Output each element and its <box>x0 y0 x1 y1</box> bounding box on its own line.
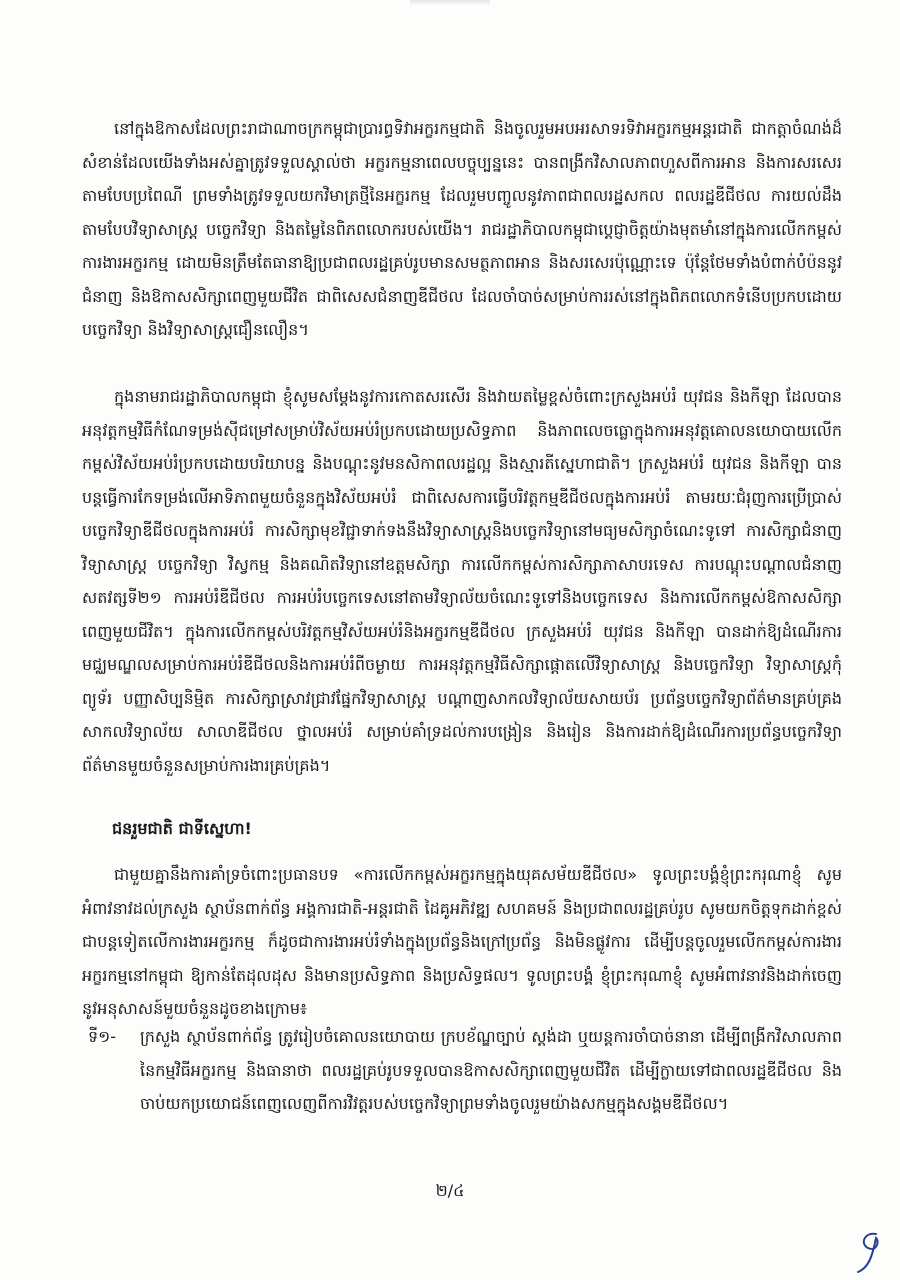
initial-signature-icon <box>850 1228 890 1276</box>
recommendation-1-text: ក្រសួង ស្ថាប័នពាក់ព័ន្ធ ត្រូវរៀបចំគោលនយោបាយ ក្របខ័ណ្ឌច្បាប់ ស្តង់ដា ឬយន្តការចាំបាច់នានា ដើម្បីពង្រីកវិសាលភាពនៃកម្មវិធីអក្ខរកម្ម និងធានាថា ពលរដ្ឋគ្រប់រូបទទួលបានឱកាសសិក្សាពេញមួយជីវិត ដើម្បីក្លាយទៅជាពលរដ្ឋឌីជីថល និងចាប់យកប្រយោជន៍ពេញលេញពីការវិវត្តរបស់បច្ចេកវិទ្យាព្រមទាំងចូលរួមយ៉ាងសកម្មក្នុងសង្គមឌីជីថល។ <box>140 1027 842 1113</box>
paragraph-2-text: ក្នុងនាមរាជរដ្ឋាភិបាលកម្ពុជា ខ្ញុំសូមសម្តែងនូវការកោតសរសើរ និងវាយតម្លៃខ្ពស់ចំពោះក្រសួងអប់រំ យុវជន និងកីឡា ដែលបានអនុវត្តកម្មវិធីកំណែទម្រង់ស៊ីជម្រៅសម្រាប់វិស័យអប់រំប្រកបដោយប្រសិទ្ធភាព និងភាពលេចធ្លោក្នុងការអនុវត្តគោលនយោបាយលើកកម្ពស់វិស័យអប់រំប្រកបដោយបរិយាបន្ន និងបណ្តុះនូវមនសិកាពលរដ្ឋល្អ និងស្មារតីស្នេហាជាតិ។ ក្រសួងអប់រំ យុវជន និងកីឡា បានបន្តធ្វើការកែទម្រង់លើអាទិភាពមួយចំនួនក្នុងវិស័យអប់រំ ជាពិសេសការធ្វើបរិវត្តកម្មឌីជីថលក្នុងការអប់រំ តាមរយៈជំរុញការប្រើប្រាស់បច្ចេកវិទ្យាឌីជីថលក្នុងការអប់រំ ការសិក្សាមុខវិជ្ជាទាក់ទងនឹងវិទ្យាសាស្ត្រនិងបច្ចេកវិទ្យានៅមធ្យមសិក្សាចំណេះទូទៅ ការសិក្សាជំនាញវិទ្យាសាស្ត្រ បច្ចេកវិទ្យា វិស្វកម្ម និងគណិតវិទ្យានៅឧត្តមសិក្សា ការលើកកម្ពស់ការសិក្សាភាសាបរទេស ការបណ្តុះបណ្តាលជំនាញសតវត្សទី២១ ការអប់រំឌីជីថល ការអប់រំបច្ចេកទេសនៅតាមវិទ្យាល័យចំណេះទូទៅនិងបច្ចេកទេស និងការលើកកម្ពស់ឱកាសសិក្សាពេញមួយជីវិត។ ក្នុងការលើកកម្ពស់បរិវត្តកម្មវិស័យអប់រំនិងអក្ខរកម្មឌីជីថល ក្រសួងអប់រំ យុវជន និងកីឡា បានដាក់ឱ្យដំណើរការមជ្ឈមណ្ឌលសម្រាប់ការអប់រំឌីជីថលនិងការអប់រំពីចម្ងាយ ការអនុវត្តកម្មវិធីសិក្សាផ្តោតលើវិទ្យាសាស្ត្រ និងបច្ចេកវិទ្យា វិទ្យាសាស្ត្រកុំព្យូទ័រ បញ្ញាសិប្បនិម្មិត ការសិក្សាស្រាវជ្រាវផ្នែកវិទ្យាសាស្ត្រ បណ្តាញសាកលវិទ្យាល័យសាយប័រ ប្រព័ន្ធបច្ចេកវិទ្យាព័ត៌មានគ្រប់គ្រងសាកលវិទ្យាល័យ សាលាឌីជីថល ថ្នាលអប់រំ សម្រាប់គាំទ្រដល់ការបង្រៀន និងរៀន និងការដាក់ឱ្យដំណើរការប្រព័ន្ធបច្ចេកវិទ្យាព័ត៌មានមួយចំនួនសម្រាប់ការងារគ្រប់គ្រង។ <box>82 387 842 775</box>
salutation: ជនរួមជាតិ ជាទីស្នេហា! <box>112 819 252 838</box>
recommendation-1-number: ទី១- <box>88 1027 117 1046</box>
scan-edge-shadow <box>410 0 490 6</box>
paragraph-3-text: ជាមួយគ្នានឹងការគាំទ្រចំពោះប្រធានបទ «ការលើកកម្ពស់អក្ខរកម្មក្នុងយុគសម័យឌីជីថល» ទូលព្រះបង្គំខ្ញុំព្រះករុណាខ្ញុំ សូមអំពាវនាវដល់ក្រសួង ស្ថាប័នពាក់ព័ន្ធ អង្គការជាតិ-អន្តរជាតិ ដៃគូអភិវឌ្ឍ សហគមន៍ និងប្រជាពលរដ្ឋគ្រប់រូប សូមយកចិត្តទុកដាក់ខ្ពស់ជាបន្តទៀតលើការងារអក្ខរកម្ម ក៏ដូចជាការងារអប់រំទាំងក្នុងប្រព័ន្ធនិងក្រៅប្រព័ន្ធ និងមិនផ្លូវការ ដើម្បីបន្តចូលរួមលើកកម្ពស់ការងារអក្ខរកម្មនៅកម្ពុជា ឱ្យកាន់តែដុលដុស និងមានប្រសិទ្ធភាព និងប្រសិទ្ធផល។ ទូលព្រះបង្គំ ខ្ញុំព្រះករុណាខ្ញុំ សូមអំពាវនាវនិងដាក់ចេញនូវអនុសាសន៍មួយចំនួនដូចខាងក្រោម៖ <box>82 865 842 1018</box>
page-number: ២/៤ <box>435 1181 465 1200</box>
paragraph-3 <box>82 858 842 1026</box>
paragraph-1 <box>82 112 842 347</box>
paragraph-2 <box>82 380 842 782</box>
paragraph-1-text: នៅក្នុងឱកាសដែលព្រះរាជាណាចក្រកម្ពុជាប្រារព្ធទិវាអក្ខរកម្មជាតិ និងចូលរួមអបអរសាទរទិវាអក្ខរកម្មអន្តរជាតិ ជាកត្តាចំណង់ដ៏សំខាន់ដែលយើងទាំងអស់គ្នាត្រូវទទួលស្គាល់ថា អក្ខរកម្មនាពេលបច្ចុប្បន្ននេះ បានពង្រីកវិសាលភាពហួសពីការអាន និងការសរសេរតាមបែបប្រពៃណី ព្រមទាំងត្រូវទទួលយកវិមាត្រថ្មីនៃអក្ខរកម្ម ដែលរួមបញ្ចូលនូវភាពជាពលរដ្ឋសកល ពលរដ្ឋឌីជីថល ការយល់ដឹងតាមបែបវិទ្យាសាស្ត្រ បច្ចេកវិទ្យា និងតម្លៃនៃពិភពលោករបស់យើង។ រាជរដ្ឋាភិបាលកម្ពុជាប្តេជ្ញាចិត្តយ៉ាងមុតមាំនៅក្នុងការលើកកម្ពស់ការងារអក្ខរកម្ម ដោយមិនត្រឹមតែធានាឱ្យប្រជាពលរដ្ឋគ្រប់រូបមានសមត្ថភាពអាន និងសរសេរប៉ុណ្ណោះទេ ប៉ុន្តែថែមទាំងបំពាក់បំប៉ននូវជំនាញ និងឱកាសសិក្សាពេញមួយជីវិត ជាពិសេសជំនាញឌីជីថល ដែលចាំបាច់សម្រាប់ការរស់នៅក្នុងពិភពលោកទំនើបប្រកបដោយបច្ចេកវិទ្យា និងវិទ្យាសាស្ត្រជឿនលឿន។ <box>82 119 842 339</box>
